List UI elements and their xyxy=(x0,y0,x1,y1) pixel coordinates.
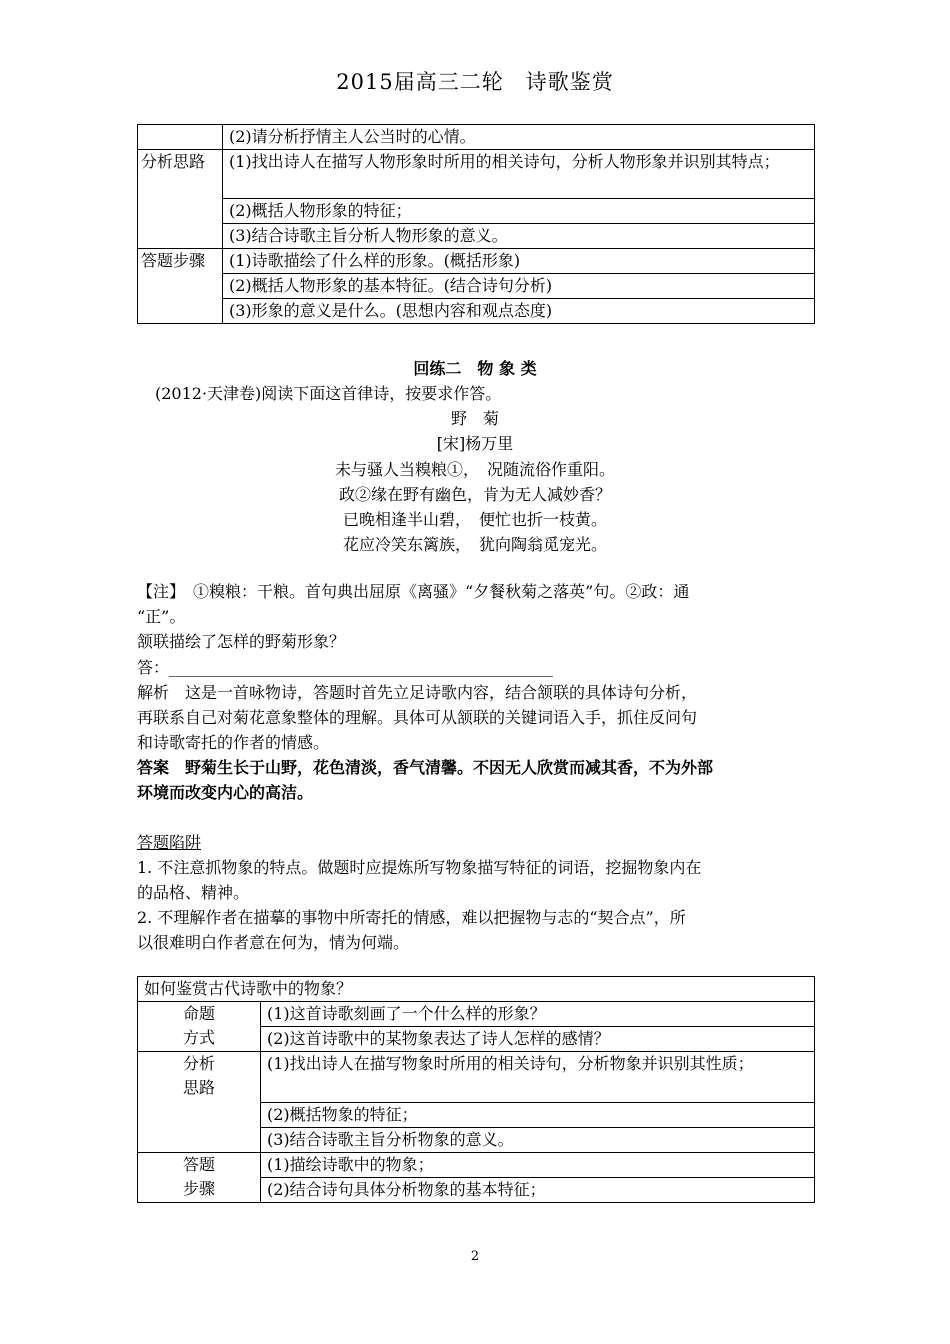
poem-author: [宋]杨万里 xyxy=(436,434,514,453)
object-method-table xyxy=(137,976,815,1203)
poem-line-2: 政②缘在野有幽色，肯为无人减妙香？ xyxy=(338,485,611,504)
table1-empty-label xyxy=(138,125,223,150)
table2-step-1: (1)描绘诗歌中的物象； xyxy=(261,1153,815,1178)
table2-analysis-2: (2)概括物象的特征； xyxy=(261,1103,815,1128)
poem-line-4: 花应冷笑东篱族， 犹向陶翁觅宠光。 xyxy=(342,535,607,554)
answer-blank: 答：________________________________________________ xyxy=(137,658,554,677)
explain-line-3: 和诗歌寄托的作者的情感。 xyxy=(137,733,330,752)
section-title: 回练二 物 象 类 xyxy=(413,359,537,378)
question: 颔联描绘了怎样的野菊形象？ xyxy=(137,632,346,651)
header-course: 2015届高三二轮 xyxy=(336,70,504,94)
table1-row0: (2)请分析抒情主人公当时的心情。 xyxy=(223,125,815,150)
table2-step-2: (2)结合诗句具体分析物象的基本特征； xyxy=(261,1178,815,1203)
table2-steps-label-1: 答题 xyxy=(182,1155,215,1174)
pitfall-1a: 1. 不注意抓物象的特点。做题时应提炼所写物象描写特征的词语，挖掘物象内在 xyxy=(137,858,702,877)
poem-line-1: 未与骚人当糗粮①， 况随流俗作重阳。 xyxy=(334,460,615,479)
table1-step-3: (3)形象的意义是什么。(思想内容和观点态度) xyxy=(223,299,815,324)
note-line-1: 【注】 ①糗粮：干粮。首句典出屈原《离骚》“夕餐秋菊之落英”句。②政：通 xyxy=(137,582,690,601)
table1-analysis-label: 分析思路 xyxy=(138,150,223,249)
table2-analysis-label-2: 思路 xyxy=(182,1078,215,1097)
table2-analysis-label xyxy=(138,1052,261,1153)
table1-steps-label: 答题步骤 xyxy=(138,249,223,324)
table2-ask-label-1: 命题 xyxy=(182,1004,215,1023)
source-line: (2012·天津卷)阅读下面这首律诗，按要求作答。 xyxy=(155,384,502,403)
table2-ask-2: (2)这首诗歌中的某物象表达了诗人怎样的感情？ xyxy=(261,1027,815,1052)
page-header xyxy=(0,66,950,96)
note-line-2: “正”。 xyxy=(137,607,186,626)
table1-analysis-1: (1)找出诗人在描写人物形象时所用的相关诗句，分析人物形象并识别其特点； xyxy=(223,150,815,199)
table1-analysis-3: (3)结合诗歌主旨分析人物形象的意义。 xyxy=(223,224,815,249)
poem-line-3: 已晚相逢半山碧， 便忙也折一枝黄。 xyxy=(342,510,607,529)
table2-analysis-3: (3)结合诗歌主旨分析物象的意义。 xyxy=(261,1128,815,1153)
explain-line-1: 解析 这是一首咏物诗，答题时首先立足诗歌内容，结合颔联的具体诗句分析， xyxy=(137,683,698,702)
pitfall-2a: 2. 不理解作者在描摹的事物中所寄托的情感，难以把握物与志的“契合点”，所 xyxy=(137,908,686,927)
table2-analysis-label-1: 分析 xyxy=(182,1054,215,1073)
poem-title: 野 菊 xyxy=(450,409,499,428)
answer-line-1: 答案 野菊生长于山野，花色清淡，香气清馨。不因无人欣赏而减其香，不为外部 xyxy=(137,758,714,777)
header-topic: 诗歌鉴赏 xyxy=(525,70,614,94)
table2-ask-label-2: 方式 xyxy=(182,1028,215,1047)
table2-steps-label-2: 步骤 xyxy=(182,1179,215,1198)
character-method-table xyxy=(137,124,815,324)
pitfall-1b: 的品格、精神。 xyxy=(137,883,250,902)
table2-steps-label xyxy=(138,1153,261,1203)
table2-title: 如何鉴赏古代诗歌中的物象？ xyxy=(138,977,815,1002)
page-number: 2 xyxy=(470,1249,480,1264)
answer-line-2: 环境而改变内心的高洁。 xyxy=(137,783,314,802)
table2-ask-label xyxy=(138,1002,261,1052)
table1-step-1: (1)诗歌描绘了什么样的形象。(概括形象) xyxy=(223,249,815,274)
pitfalls-title: 答题陷阱 xyxy=(137,833,202,852)
pitfall-2b: 以很难明白作者意在何为，情为何端。 xyxy=(137,933,410,952)
explain-line-2: 再联系自己对菊花意象整体的理解。具体可从颔联的关键词语入手，抓住反问句 xyxy=(137,708,698,727)
table1-step-2: (2)概括人物形象的基本特征。(结合诗句分析) xyxy=(223,274,815,299)
table2-analysis-1: (1)找出诗人在描写物象时所用的相关诗句，分析物象并识别其性质； xyxy=(261,1052,815,1103)
table2-ask-1: (1)这首诗歌刻画了一个什么样的形象？ xyxy=(261,1002,815,1027)
table1-analysis-2: (2)概括人物形象的特征； xyxy=(223,199,815,224)
